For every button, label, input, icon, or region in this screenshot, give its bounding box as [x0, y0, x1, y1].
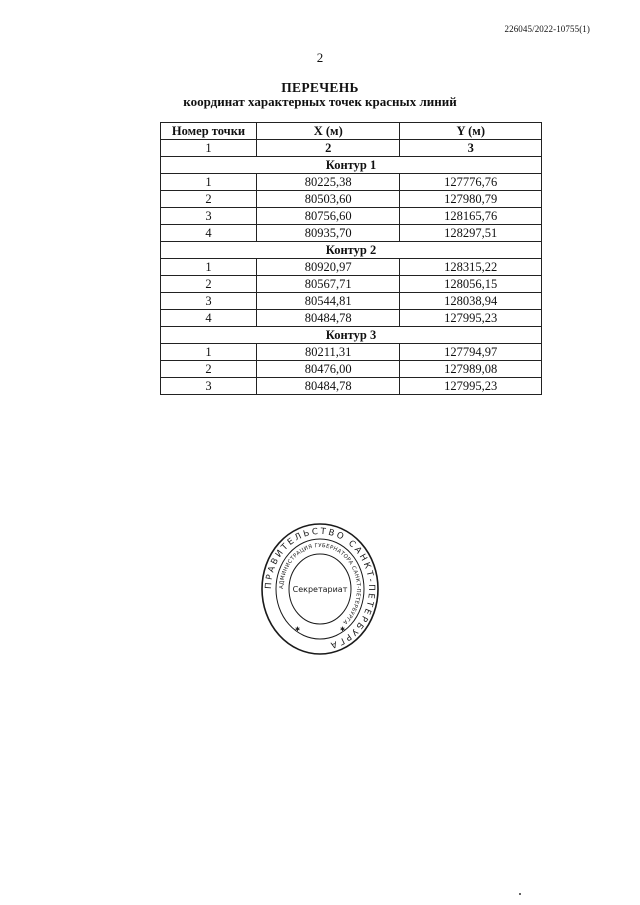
contour-row	[161, 242, 542, 259]
point-number-cell: 2	[161, 191, 257, 208]
y-coordinate-cell: 127995,23	[400, 378, 542, 395]
scan-dot	[519, 893, 521, 895]
x-coordinate-cell: 80211,31	[257, 344, 400, 361]
x-coordinate-cell: 80225,38	[257, 174, 400, 191]
document-subtitle: координат характерных точек красных линий	[183, 94, 457, 109]
y-coordinate-cell: 127989,08	[400, 361, 542, 378]
contour-label: Контур 3	[161, 327, 542, 344]
contour-row	[161, 327, 542, 344]
x-coordinate-cell: 80484,78	[257, 378, 400, 395]
star-icon: ✱	[340, 626, 346, 633]
header-point-number: Номер точки	[161, 123, 257, 140]
table-row	[161, 378, 542, 395]
column-number: 3	[400, 140, 542, 157]
stamp-inner-text: АДМИНИСТРАЦИЯ ГУБЕРНАТОРА САНКТ-ПЕТЕРБУРГА	[278, 542, 362, 626]
table-row	[161, 344, 542, 361]
y-coordinate-cell: 127980,79	[400, 191, 542, 208]
page-number: 2	[316, 50, 324, 65]
y-coordinate-cell: 128315,22	[400, 259, 542, 276]
point-number-cell: 1	[161, 344, 257, 361]
contour-row	[161, 157, 542, 174]
seal-stamp	[260, 519, 380, 659]
y-coordinate-cell: 128165,76	[400, 208, 542, 225]
point-number-cell: 3	[161, 293, 257, 310]
header-x: X (м)	[257, 123, 400, 140]
point-number-cell: 4	[161, 310, 257, 327]
x-coordinate-cell: 80567,71	[257, 276, 400, 293]
x-coordinate-cell: 80935,70	[257, 225, 400, 242]
x-coordinate-cell: 80920,97	[257, 259, 400, 276]
star-icon: ✱	[295, 626, 301, 633]
table-row	[161, 208, 542, 225]
column-number: 1	[161, 140, 257, 157]
y-coordinate-cell: 127995,23	[400, 310, 542, 327]
table-row	[161, 361, 542, 378]
coordinates-table	[160, 122, 542, 395]
point-number-cell: 2	[161, 361, 257, 378]
table-row	[161, 293, 542, 310]
stamp-outer-text: ПРАВИТЕЛЬСТВО САНКТ-ПЕТЕРБУРГА	[263, 526, 377, 651]
column-number-row	[161, 140, 542, 157]
x-coordinate-cell: 80544,81	[257, 293, 400, 310]
document-title: ПЕРЕЧЕНЬ	[281, 80, 359, 95]
table-row	[161, 310, 542, 327]
point-number-cell: 1	[161, 174, 257, 191]
y-coordinate-cell: 127794,97	[400, 344, 542, 361]
table-row	[161, 191, 542, 208]
contour-label: Контур 2	[161, 242, 542, 259]
x-coordinate-cell: 80476,00	[257, 361, 400, 378]
x-coordinate-cell: 80756,60	[257, 208, 400, 225]
table-row	[161, 276, 542, 293]
y-coordinate-cell: 127776,76	[400, 174, 542, 191]
table-row	[161, 174, 542, 191]
point-number-cell: 1	[161, 259, 257, 276]
table-body	[161, 140, 542, 395]
header-y: Y (м)	[400, 123, 542, 140]
contour-label: Контур 1	[161, 157, 542, 174]
point-number-cell: 2	[161, 276, 257, 293]
point-number-cell: 4	[161, 225, 257, 242]
y-coordinate-cell: 128056,15	[400, 276, 542, 293]
column-number: 2	[257, 140, 400, 157]
point-number-cell: 3	[161, 378, 257, 395]
x-coordinate-cell: 80484,78	[257, 310, 400, 327]
y-coordinate-cell: 128038,94	[400, 293, 542, 310]
table-row	[161, 259, 542, 276]
x-coordinate-cell: 80503,60	[257, 191, 400, 208]
stamp-center-text: Секретариат	[292, 585, 348, 594]
point-number-cell: 3	[161, 208, 257, 225]
table-header-row	[161, 123, 542, 140]
y-coordinate-cell: 128297,51	[400, 225, 542, 242]
table-row	[161, 225, 542, 242]
document-number: 226045/2022-10755(1)	[504, 24, 590, 34]
